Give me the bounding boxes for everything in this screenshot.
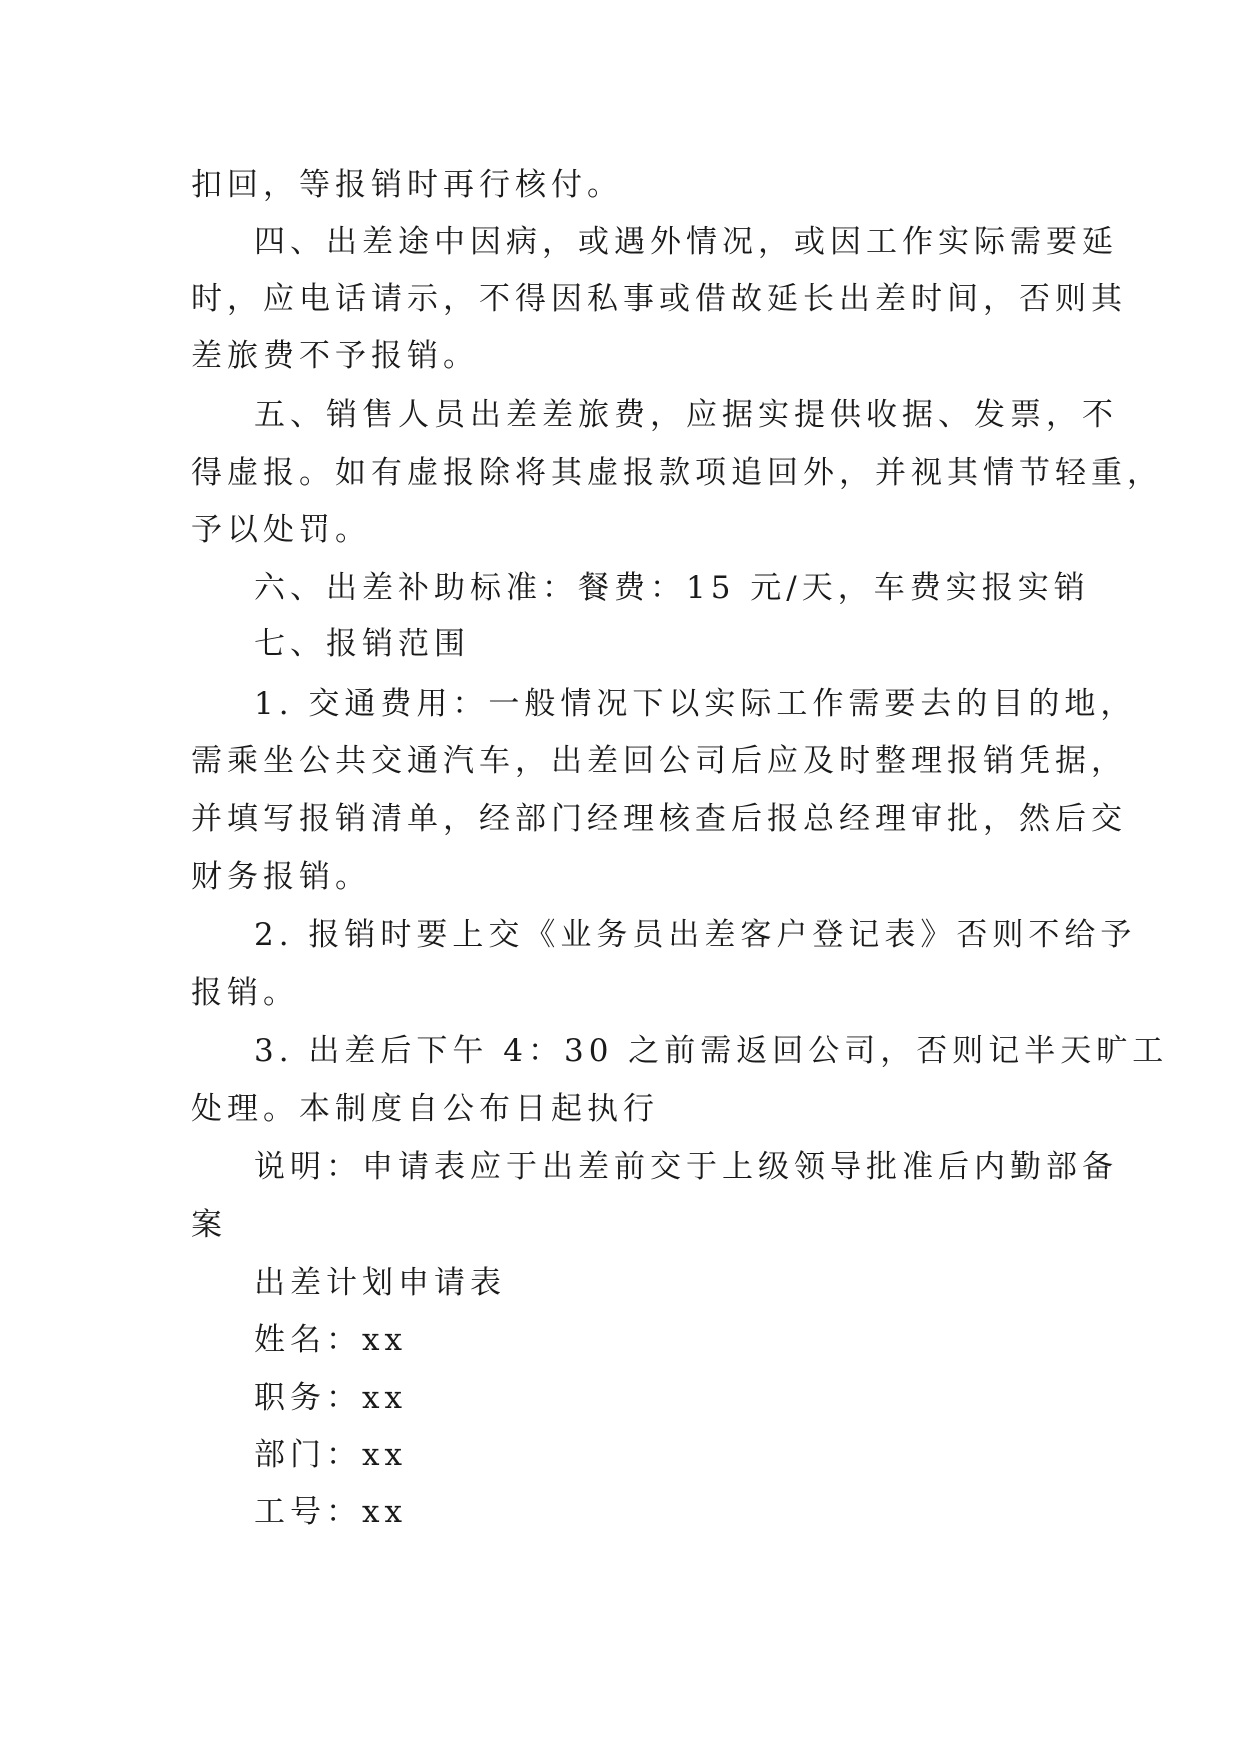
text-line: 说明：申请表应于出差前交于上级领导批准后内勤部备 xyxy=(254,1149,1118,1185)
text-line: 七、报销范围 xyxy=(254,626,470,662)
text-line: 财务报销。 xyxy=(191,859,371,895)
text-line: 并填写报销清单，经部门经理核查后报总经理审批，然后交 xyxy=(191,801,1127,837)
text-line: 案 xyxy=(191,1207,227,1243)
form-title: 出差计划申请表 xyxy=(254,1265,506,1301)
text-line: 时，应电话请示，不得因私事或借故延长出差时间，否则其 xyxy=(191,281,1127,317)
text-line: 处理。本制度自公布日起执行 xyxy=(191,1091,659,1127)
text-line: 差旅费不予报销。 xyxy=(191,338,479,374)
text-line: 六、出差补助标准：餐费：15 元/天，车费实报实销 xyxy=(254,570,1090,606)
text-line: 五、销售人员出差差旅费，应据实提供收据、发票，不 xyxy=(254,397,1118,433)
form-field-employee-id: 工号：xx xyxy=(254,1494,407,1530)
text-line: 3. 出差后下午 4：30 之前需返回公司，否则记半天旷工 xyxy=(254,1033,1169,1069)
text-line: 四、出差途中因病，或遇外情况，或因工作实际需要延 xyxy=(254,224,1118,260)
text-line: 报销。 xyxy=(191,975,299,1011)
text-line: 2. 报销时要上交《业务员出差客户登记表》否则不给予 xyxy=(254,917,1137,953)
form-field-name: 姓名：xx xyxy=(254,1322,407,1358)
text-line: 1. 交通费用：一般情况下以实际工作需要去的目的地， xyxy=(254,686,1137,722)
text-line: 予以处罚。 xyxy=(191,512,371,548)
text-line: 得虚报。如有虚报除将其虚报款项追回外，并视其情节轻重， xyxy=(191,455,1163,491)
form-field-position: 职务：xx xyxy=(254,1380,407,1416)
text-line: 扣回，等报销时再行核付。 xyxy=(191,167,623,203)
form-field-department: 部门：xx xyxy=(254,1437,407,1473)
text-line: 需乘坐公共交通汽车，出差回公司后应及时整理报销凭据， xyxy=(191,743,1127,779)
